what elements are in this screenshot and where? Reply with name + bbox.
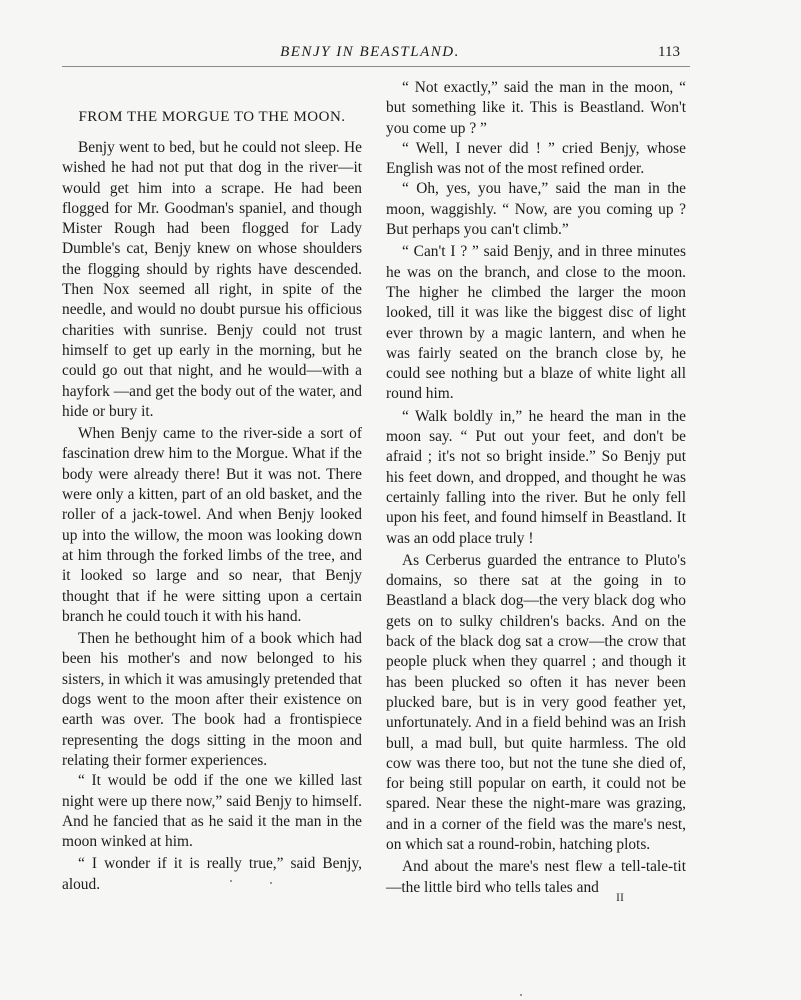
section-heading: FROM THE MORGUE TO THE MOON. (78, 109, 346, 125)
paragraph: “ Walk boldly in,” he heard the man in the moon say. “ Put out your feet, and don't be afraid ; it's not so bright inside.” So Benjy put his feet down, and dropped, and thought he was certainly falling into the river. But he only fell upon his feet, and found himself in Beastland. It was an odd place truly ! (386, 407, 686, 547)
paragraph: “ Not exactly,” said the man in the moon, “ but something like it. This is Beastland. Won't you come up ? ” (386, 79, 686, 137)
paragraph: “ It would be odd if the one we killed last night were up there now,” said Benjy to himself. And he fancied that as he said it the man in the moon winked at him. (62, 772, 362, 851)
paragraph: “ Can't I ? ” said Benjy, and in three minutes he was on the branch, and close to the moon. The higher he climbed the larger the moon looked, till it was like the biggest disc of light ever thrown by a magic lantern, and when he was fairly seated on the branch close by, he could see nothing but a blaze of white light all round him. (386, 243, 686, 403)
running-title: BENJY IN BEASTLAND. (280, 44, 460, 60)
paragraph: And about the mare's nest flew a tell-tale-tit—the little bird who tells tales and (386, 858, 686, 896)
print-speck (230, 880, 232, 882)
paragraph: As Cerberus guarded the entrance to Pluto's domains, so there sat at the going in to Beastland a black dog—the very black dog who gets on to sulky children's backs. And on the back of the black dog sat a crow—the crow that people pluck when they quarrel ; and though it has been plucked so often it has never been plucked bare, but is in very good feather yet, unfortunately. And in a field behind was an Irish bull, a mad bull, but quite harmless. The old cow was there too, but not the tune she died of, for being still popular on earth, it could not be spared. Near these the night-mare was grazing, and in a corner of the field was the mare's nest, on which sat a round-robin, hatching plots. (386, 551, 686, 853)
header-rule (62, 66, 690, 67)
print-speck (520, 994, 522, 996)
paragraph: When Benjy came to the river-side a sort of fascination drew him to the Morgue. What if the body were already there! But it was not. There were only a kitten, part of an old basket, and the roller of a jack-towel. And when Benjy looked up into the willow, the moon was looking down at him through the forked limbs of the tree, and it looked so large and so near, that Benjy thought that if he were sitting upon a certain branch he could touch it with his hand. (62, 425, 362, 625)
paragraph: Benjy went to bed, but he could not sleep. He wished he had not put that dog in the river—it would get him into a scrape. He had been flogged for Mr. Goodman's spaniel, and though Mister Rough had been flogged for Lady Dumble's cat, Benjy knew on whose shoulders the flogging should by rights have descended. Then Nox seemed all right, in spite of the needle, and would no doubt pursue his officious charities with sunrise. Benjy could not trust himself to get up early in the morning, but he could go out that night, and he would—with a hayfork —and get the body out of the water, and hide or bury it. (62, 139, 362, 420)
right-column (386, 78, 686, 898)
page-number: 113 (658, 44, 680, 60)
left-column (62, 78, 362, 895)
signature-mark: II (616, 890, 624, 904)
print-speck (270, 882, 272, 884)
paragraph: Then he bethought him of a book which had been his mother's and now belonged to his sisters, in which it was amusingly pretended that dogs went to the moon after their existence on earth was over. The book had a frontispiece representing the dogs sitting in the moon and relating their former experiences. (62, 630, 362, 769)
paragraph: “ Well, I never did ! ” cried Benjy, whose English was not of the most refined order. (386, 139, 686, 178)
paragraph: “ Oh, yes, you have,” said the man in the moon, waggishly. “ Now, are you coming up ? But perhaps you can't climb.” (386, 180, 686, 239)
paragraph: “ I wonder if it is really true,” said Benjy, aloud. (62, 855, 362, 893)
